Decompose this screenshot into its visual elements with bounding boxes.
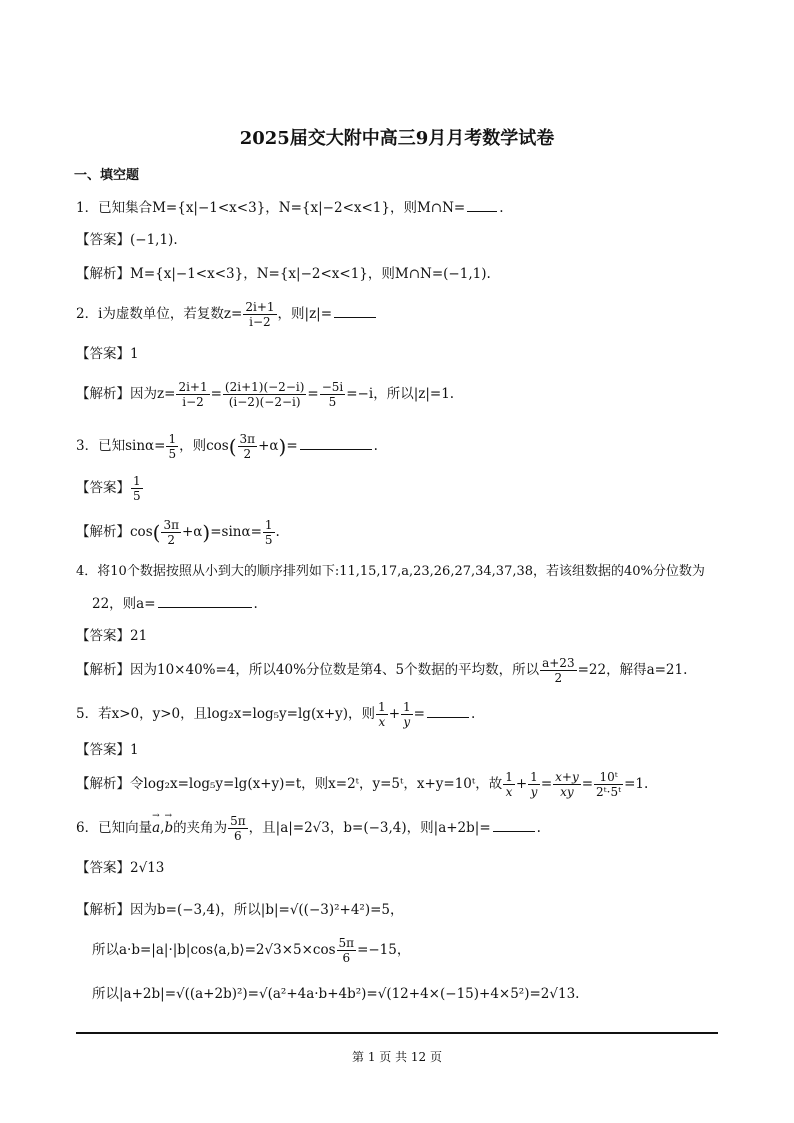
analysis-1 <box>76 262 491 282</box>
numerator: (2i+1)(−2−i) <box>224 380 305 394</box>
fraction <box>540 656 576 685</box>
section-heading: 一、填空题 <box>74 168 140 183</box>
denominator: xy <box>553 784 581 799</box>
question-3: 3．已知sinα= $\frac{1}{5}$ ，则cos( $\frac{3\pi}{2}$ +α)= . <box>76 432 378 461</box>
analysis-2: 【解析】因为z= $\frac{2i+1}{i-2}$ = $\frac{(2i+1)(-2-i)}{(i-2)(-2-i)}$ = $\frac{-5i}{5}$ =−i，所以|z|=1. <box>76 380 455 409</box>
denominator: 2 <box>161 532 181 547</box>
denominator: x <box>503 784 515 799</box>
operator: = <box>581 776 594 792</box>
denominator: 5 <box>264 533 273 547</box>
analysis-3: 【解析】cos( $\frac{3\pi}{2}$ +α)=sinα= $\frac{1}{5}$ . <box>76 518 280 547</box>
question-5-stem-a: 5．若x>0，y>0，且log₂x=log₅y=lg(x+y)，则 <box>76 706 376 722</box>
fraction <box>594 770 623 799</box>
numerator: x+y <box>555 770 579 784</box>
fraction <box>243 300 276 329</box>
fraction <box>553 770 581 799</box>
fraction <box>503 770 515 799</box>
answer-6 <box>76 856 164 876</box>
analysis-post: =−15， <box>357 942 411 958</box>
numerator: 1 <box>264 518 273 532</box>
analysis-end: . <box>275 524 280 540</box>
question-1 <box>76 196 504 216</box>
answer-4 <box>76 624 147 644</box>
numerator: 1 <box>530 770 538 784</box>
footer-divider <box>76 1032 718 1034</box>
analysis-pre: 因为10×40%=4，所以40%分位数是第4、5个数据的平均数，所以 <box>130 662 540 678</box>
fraction <box>528 770 540 799</box>
analysis-label: 【解析】 <box>76 266 130 282</box>
numerator: 1 <box>168 432 177 446</box>
analysis-post: =sinα= <box>210 524 262 540</box>
answer-1 <box>76 228 178 248</box>
page-title: 2025届交大附中高三9月月考数学试卷 <box>239 128 555 149</box>
analysis-6 <box>76 898 404 918</box>
fraction <box>228 814 248 843</box>
question-5 <box>76 700 475 729</box>
answer-label: 【答案】 <box>76 628 130 644</box>
page-number: 第 1 页 共 12 页 <box>352 1050 442 1064</box>
question-6-tail: . <box>536 820 541 836</box>
numerator: 1 <box>403 700 411 714</box>
answer-5 <box>76 738 139 758</box>
analysis-text: M={x|−1<x<3}，N={x|−2<x<1}，则M∩N=(−1,1). <box>130 266 491 282</box>
answer-3 <box>76 474 144 503</box>
answer-blank <box>300 435 372 450</box>
question-2 <box>76 300 378 329</box>
analysis-4 <box>76 656 687 685</box>
question-2-stem-b: ，则|z|= <box>277 306 333 322</box>
answer-blank <box>467 197 497 212</box>
answer-label: 【答案】 <box>76 232 130 248</box>
numerator: 5π <box>230 814 246 828</box>
answer-blank <box>334 303 376 318</box>
numerator: 2i+1 <box>178 380 208 394</box>
denominator: 2ᵗ·5ᵗ <box>596 785 622 799</box>
fraction <box>223 380 306 409</box>
answer-blank <box>427 703 469 718</box>
analysis-post: =−i，所以|z|=1. <box>346 386 455 402</box>
numerator: 3π <box>239 432 256 446</box>
numerator: 1 <box>133 474 141 488</box>
answer-blank <box>493 817 535 832</box>
analysis-6-line-3: 所以|a+2b|=√((a+2b)²)=√(a²+4a·b+4b²)=√(12+4×(−15)+4×5²)=2√13. <box>92 986 580 1002</box>
question-5-tail: . <box>470 706 476 722</box>
analysis-label: 【解析】 <box>76 776 130 792</box>
question-6-stem-a: 6．已知向量 <box>76 820 153 836</box>
fraction <box>166 432 178 461</box>
question-4-tail: . <box>253 596 258 612</box>
question-1-tail: . <box>499 200 504 216</box>
analysis-post: =22，解得a=21. <box>577 662 688 678</box>
analysis-pre: 所以a·b=|a|·|b|cos⟨a,b⟩=2√3×5×cos <box>92 942 336 958</box>
denominator: (i−2)(−2−i) <box>223 394 306 409</box>
answer-2 <box>76 342 139 362</box>
fraction <box>176 380 209 409</box>
denominator: 5 <box>133 489 141 503</box>
answer-label: 【答案】 <box>76 480 130 496</box>
question-3-stem-b: ，则cos <box>179 438 229 454</box>
answer-value: (−1,1). <box>130 232 178 248</box>
numerator: 1 <box>505 770 513 784</box>
fraction <box>320 380 346 409</box>
question-6-stem-c: ，且|a|=2√3，b=(−3,4)，则|a+2b|= <box>248 820 491 836</box>
fraction <box>337 936 357 965</box>
analysis-mid: +α <box>181 524 203 540</box>
denominator: 6 <box>337 950 357 965</box>
analysis-6-line-2 <box>92 936 410 965</box>
analysis-label: 【解析】 <box>76 902 130 918</box>
answer-value: 21 <box>130 628 148 644</box>
analysis-pre: cos <box>130 524 153 540</box>
answer-label: 【答案】 <box>76 860 130 876</box>
question-3-stem-c: +α <box>258 438 279 454</box>
numerator: 3π <box>163 518 179 532</box>
numerator: a+23 <box>542 656 575 670</box>
analysis-label: 【解析】 <box>76 386 130 402</box>
analysis-pre: 因为z= <box>130 386 176 402</box>
denominator: y <box>401 714 413 729</box>
question-4-line-1: 4．将10个数据按照从小到大的顺序排列如下:11,15,17,a,23,26,27,34,37,38，若该组数据的40%分位数为 <box>76 564 705 579</box>
denominator: 2 <box>238 446 258 461</box>
answer-label: 【答案】 <box>76 742 130 758</box>
question-4-stem: 22，则a= <box>92 596 156 612</box>
denominator: 5 <box>320 394 346 409</box>
denominator: i−2 <box>176 394 209 409</box>
question-4-line-2 <box>92 592 258 612</box>
question-6: 6．已知向量→ a,→ b的夹角为 $\frac{5\pi}{6}$ ，且|a|=2√3，b=(−3,4)，则|a+2b|= . <box>76 814 541 843</box>
operator: + <box>515 776 528 792</box>
answer-value: 1 <box>130 742 139 758</box>
numerator: 1 <box>378 700 386 714</box>
analysis-label: 【解析】 <box>76 524 130 540</box>
question-3-stem-d: = <box>286 438 298 454</box>
operator: + <box>388 706 400 722</box>
analysis-5 <box>76 770 648 799</box>
denominator: 2 <box>540 670 576 685</box>
operator: = <box>540 776 553 792</box>
denominator: y <box>528 784 540 799</box>
analysis-end: =1. <box>624 776 649 792</box>
denominator: x <box>376 714 388 729</box>
denominator: 5 <box>168 447 177 461</box>
question-1-stem: 1．已知集合M={x|−1<x<3}，N={x|−2<x<1}，则M∩N= <box>76 200 466 216</box>
fraction <box>401 700 413 729</box>
question-6-stem-b: 的夹角为 <box>173 820 228 836</box>
answer-blank <box>158 593 252 608</box>
answer-value: 1 <box>130 346 139 362</box>
numerator: 5π <box>338 936 355 950</box>
answer-value: 2√13 <box>130 860 165 876</box>
fraction <box>238 432 258 461</box>
denominator: 6 <box>228 828 248 843</box>
question-3-tail: . <box>373 438 378 454</box>
numerator: 10ᵗ <box>599 770 618 784</box>
fraction <box>131 474 143 503</box>
fraction <box>263 518 275 547</box>
fraction <box>376 700 388 729</box>
question-5-stem-b: = <box>413 706 425 722</box>
analysis-label: 【解析】 <box>76 662 130 678</box>
analysis-line-1: 因为b=(−3,4)，所以|b|=√((−3)²+4²)=5， <box>130 902 404 918</box>
analysis-pre: 令log₂x=log₅y=lg(x+y)=t，则x=2ᵗ，y=5ᵗ，x+y=10ᵗ，故 <box>130 776 503 792</box>
numerator: −5i <box>321 380 344 394</box>
question-3-stem-a: 3．已知sinα= <box>76 438 166 454</box>
denominator: i−2 <box>243 314 276 329</box>
question-2-stem-a: 2．i为虚数单位，若复数z= <box>76 306 243 322</box>
answer-label: 【答案】 <box>76 346 130 362</box>
numerator: 2i+1 <box>245 300 275 314</box>
fraction <box>161 518 181 547</box>
